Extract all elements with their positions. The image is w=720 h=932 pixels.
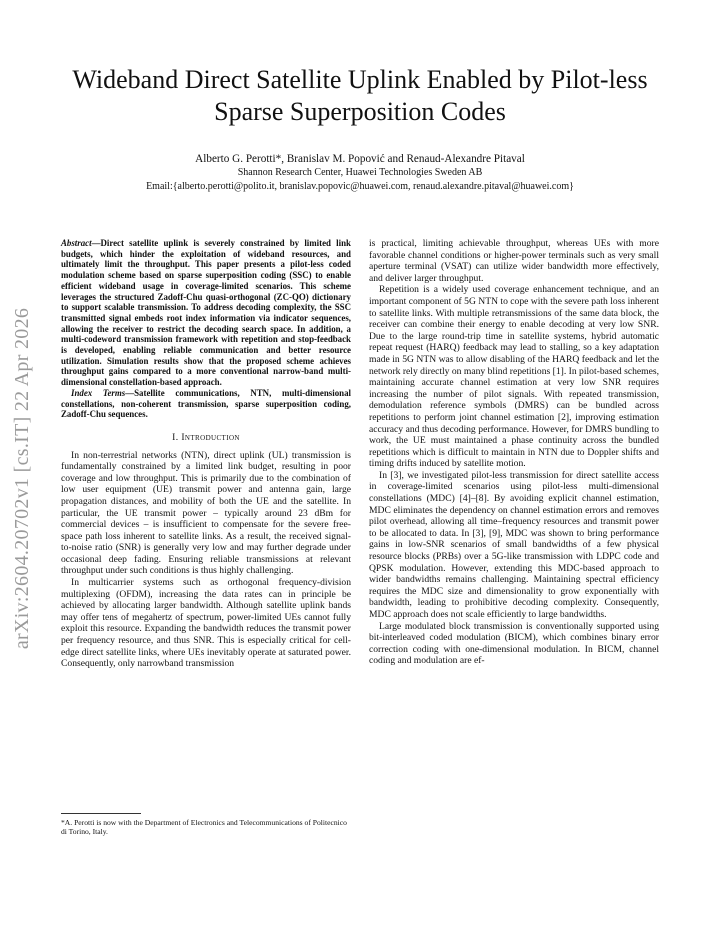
footnote-rule [61,813,141,814]
intro-paragraph-3: Repetition is a widely used coverage enhancement technique, and an important component of 5G NTN to cope with the severe path loss inherent to satellite links. With multiple retransmissions of the same data block, the receiver can combine their energy to enable decoding at very low SNR. Due to the large round-trip time in satellite systems, hybrid automatic repeat request (HARQ) feedback may lead to stalling, so a key adaptation made in 5G NTN was to allow disabling of the HARQ feedback and let the network rely directly on many blind repetitions [1]. In pilot-based schemes, maintaining accurate channel estimation at very low SNR requires increasing the number of pilot signals. With repeated transmission, demodulation reference symbols (DMRS) can be bundled across repetitions to perform joint channel estimation [2], improving estimation accuracy and thus decoding performance. However, for DMRS bundling to work, the UE must maintained a phase continuity across the bundled repetitions which is difficult to maintain in NTN due to Doppler shifts and timing drifts induced by satellite motion. [369,284,659,470]
intro-paragraph-4: In [3], we investigated pilot-less transmission for direct satellite access in coverage-limited scenarios using pilot-less multi-dimensional constellations (MDC) [4]–[8]. By avoiding explicit channel estimation, MDC eliminates the dependency on channel estimation errors and removes pilot overhead, allowing all time–frequency resources and transmit power to be allocated to data. In [3], [9], MDC was shown to bring performance gains in low-SNR scenarios of small bandwidths of a few physical resource blocks (PRBs) over a 5G-like transmission with LDPC code and QPSK modulation. However, extending this MDC-based approach to wider bandwidths remains challenging. Maintaining spectral efficiency requires the MDC size and dimensionality to grow exponentially with bandwidth, leading to prohibitive decoding complexity. Consequently, MDC approach does not scale efficiently to large bandwidths. [369,469,659,620]
abstract-lead: Abstract [61,238,92,248]
author-emails: Email:{alberto.perotti@polito.it, branislav.popovic@huawei.com, renaud.alexandre.pitaval@huawei.com} [146,181,574,192]
section-heading-introduction: I. Introduction [172,431,240,443]
abstract-text: —Direct satellite uplink is severely constrained by limited link budgets, which hinder the exploitation of wideband resources, and ultimately limit the throughput. This paper presents a pilot-less coded modulation scheme based on sparse superposition coding (SSC) to enable efficient wideband usage in coverage-limited scenarios. This scheme leverages the structured Zadoff-Chu quasi-orthogonal (ZC-QO) dictionary to support scalable transmission. To address decoding complexity, the SSC transmitted signal embeds root index information via indicator sequences, allowing the receiver to restrict the decoding search space. In addition, a multi-codeword transmission framework with repetition and stop-feedback is developed, enabling reliable communication and better resource utilization. Simulation results show that the proposed scheme achieves throughput gains compared to a more conventional narrow-band multi-dimensional constellation-based approach. [61,238,351,388]
arxiv-sidebar [2,278,44,678]
affiliation: Shannon Research Center, Huawei Technologies Sweden AB [237,167,483,178]
abstract [61,238,351,388]
intro-paragraph-2: In multicarrier systems such as orthogonal frequency-division multiplexing (OFDM), increasing the data rates can in principle be achieved by allocating larger bandwidth. Although satellite uplink bands may offer tens of megahertz of spectrum, power-limited UEs cannot fully exploit this resource. Expanding the bandwidth reduces the transmit power per frequency resource, and thus SNR. This is especially critical for cell-edge direct satellite links, where UEs inevitably operate at saturated power. Consequently, only narrowband transmission [61,577,351,670]
intro-paragraph-5: Large modulated block transmission is conventionally supported using bit-interleaved coded modulation (BICM), which combines binary error correction coding with one-dimensional modulation. In BICM, channel coding and modulation are ef- [369,620,659,667]
index-terms [61,388,351,420]
left-column [61,238,351,670]
arxiv-identifier: arXiv:2604.20702v1 [cs.IT] 22 Apr 2026 [11,307,34,649]
index-terms-text: —Satellite communications, NTN, multi-dimensional constellations, non-coherent transmission, sparse superposition coding, Zadoff-Chu sequences. [61,387,351,420]
author-list: Alberto G. Perotti*, Branislav M. Popović and Renaud-Alexandre Pitaval [195,153,525,165]
index-terms-lead: Index Terms [71,387,126,398]
footnote: *A. Perotti is now with the Department of Electronics and Telecommunications of Politecnico di Torino, Italy. [61,818,347,837]
right-column [369,238,659,667]
paper-title: Wideband Direct Satellite Uplink Enabled by Pilot-less Sparse Superposition Codes [72,65,648,126]
intro-paragraph-2-continued: is practical, limiting achievable throughput, whereas UEs with more favorable channel conditions or higher-power terminals such as very small aperture terminal (VSAT) can utilize wider bandwidth more effectively, and deliver larger throughput. [369,238,659,284]
intro-paragraph-1: In non-terrestrial networks (NTN), direct uplink (UL) transmission is fundamentally constrained by a limited link budget, resulting in poor coverage and low throughput. This is primarily due to the combination of low user equipment (UE) transmit power and antenna gain, large propagation distances, and mobility of both the UE and the satellite. In particular, the UE transmit power – typically around 23 dBm for commercial devices – is insufficient to compensate for the severe free-space path loss inherent to satellite links. As a result, the received signal-to-noise ratio (SNR) is generally very low and may further degrade under occasional deep fading. Ensuring reliable transmissions at relevant throughput under such conditions is thus highly challenging. [61,449,351,577]
